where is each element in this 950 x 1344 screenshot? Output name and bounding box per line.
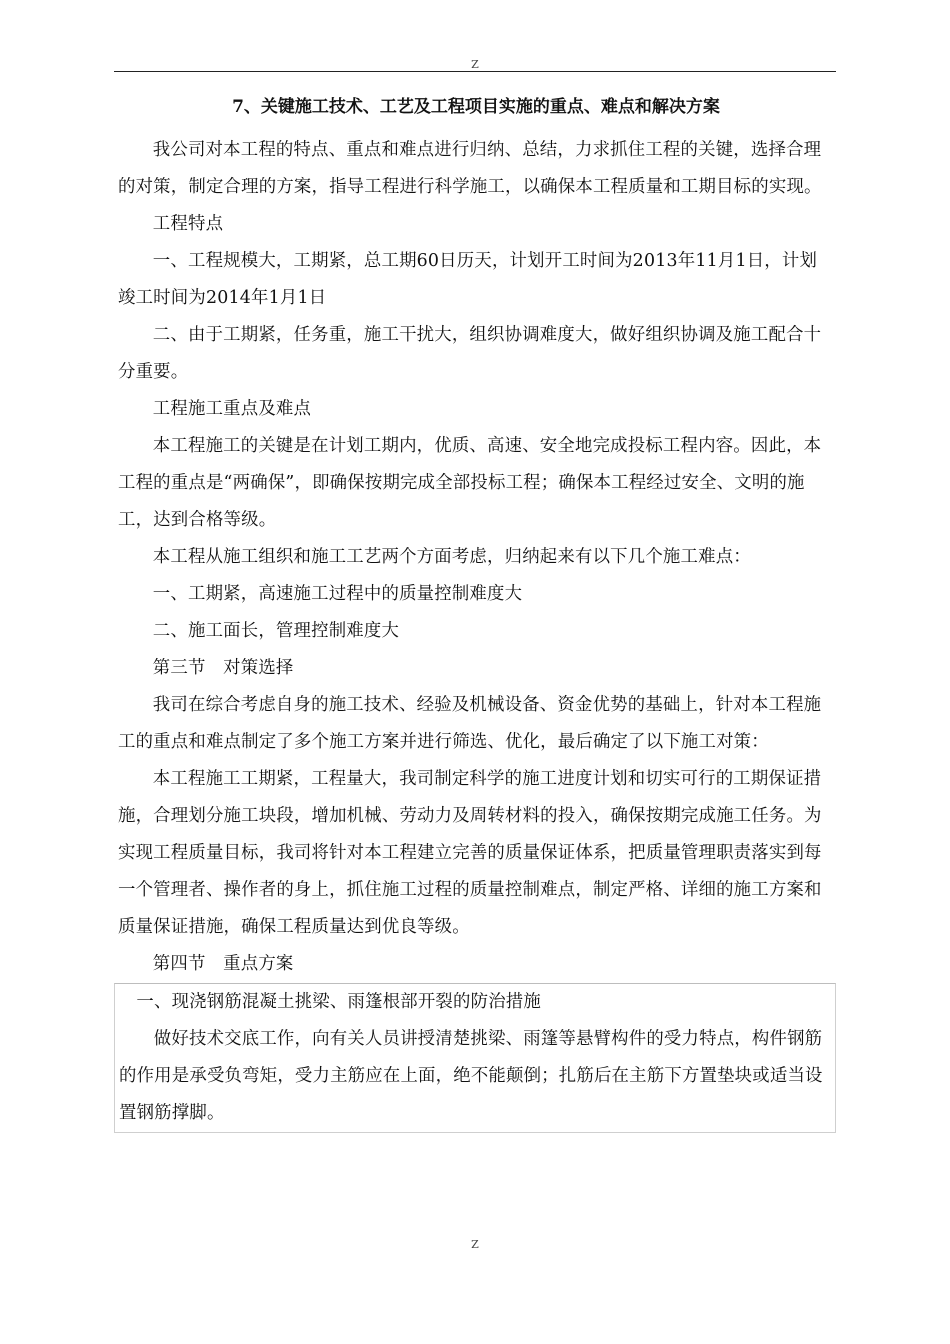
document-title: 7、关键施工技术、工艺及工程项目实施的重点、难点和解决方案 bbox=[232, 97, 720, 117]
header-mark: Z bbox=[471, 58, 479, 71]
header-rule bbox=[114, 71, 836, 72]
document-body bbox=[118, 96, 834, 1133]
footer-mark: Z bbox=[471, 1238, 479, 1251]
paragraph-intro: 我公司对本工程的特点、重点和难点进行归纳、总结，力求抓住工程的关键，选择合理的对策，制定合理的方案，指导工程进行科学施工，以确保本工程质量和工期目标的实现。 bbox=[118, 140, 822, 197]
boxed-section-body: 做好技术交底工作，向有关人员讲授清楚挑梁、雨篷等悬臂构件的受力特点，构件钢筋的作用是承受负弯矩，受力主筋应在上面，绝不能颠倒；扎筋后在主筋下方置垫块或适当设置钢筋撑脚。 bbox=[119, 1029, 823, 1123]
paragraph-strategy-detail: 本工程施工工期紧，工程量大，我司制定科学的施工进度计划和切实可行的工期保证措施，合理划分施工块段，增加机械、劳动力及周转材料的投入，确保按期完成施工任务。为实现工程质量目标，我司将针对本工程建立完善的质量保证体系，把质量管理职责落实到每一个管理者、操作者的身上，抓住施工过程的质量控制难点，制定严格、详细的施工方案和质量保证措施，确保工程质量达到优良等级。 bbox=[118, 769, 822, 937]
list-item-difficulty-1: 一、工期紧，高速施工过程中的质量控制难度大 bbox=[152, 584, 523, 604]
section-heading-4: 第四节 重点方案 bbox=[152, 954, 294, 974]
paragraph-feature-2: 二、由于工期紧，任务重，施工干扰大，组织协调难度大，做好组织协调及施工配合十分重要。 bbox=[118, 325, 822, 382]
paragraph-feature-1: 一、工程规模大，工期紧，总工期60日历天，计划开工时间为2013年11月1日，计划竣工时间为2014年1月1日 bbox=[118, 251, 818, 308]
boxed-section bbox=[114, 983, 836, 1133]
heading-key-difficulties: 工程施工重点及难点 bbox=[152, 399, 312, 419]
paragraph-strategy-intro: 我司在综合考虑自身的施工技术、经验及机械设备、资金优势的基础上，针对本工程施工的重点和难点制定了多个施工方案并进行筛选、优化，最后确定了以下施工对策： bbox=[118, 695, 822, 752]
list-item-difficulty-2: 二、施工面长，管理控制难度大 bbox=[152, 621, 400, 641]
boxed-section-heading: 一、现浇钢筋混凝土挑梁、雨篷根部开裂的防治措施 bbox=[136, 992, 541, 1012]
paragraph-difficulties-intro: 本工程从施工组织和施工工艺两个方面考虑，归纳起来有以下几个施工难点： bbox=[152, 547, 751, 567]
paragraph-key-points: 本工程施工的关键是在计划工期内，优质、高速、安全地完成投标工程内容。因此，本工程的重点是“两确保”，即确保按期完成全部投标工程；确保本工程经过安全、文明的施工，达到合格等级。 bbox=[118, 436, 822, 530]
section-heading-3: 第三节 对策选择 bbox=[152, 658, 294, 678]
heading-project-features: 工程特点 bbox=[152, 214, 224, 234]
